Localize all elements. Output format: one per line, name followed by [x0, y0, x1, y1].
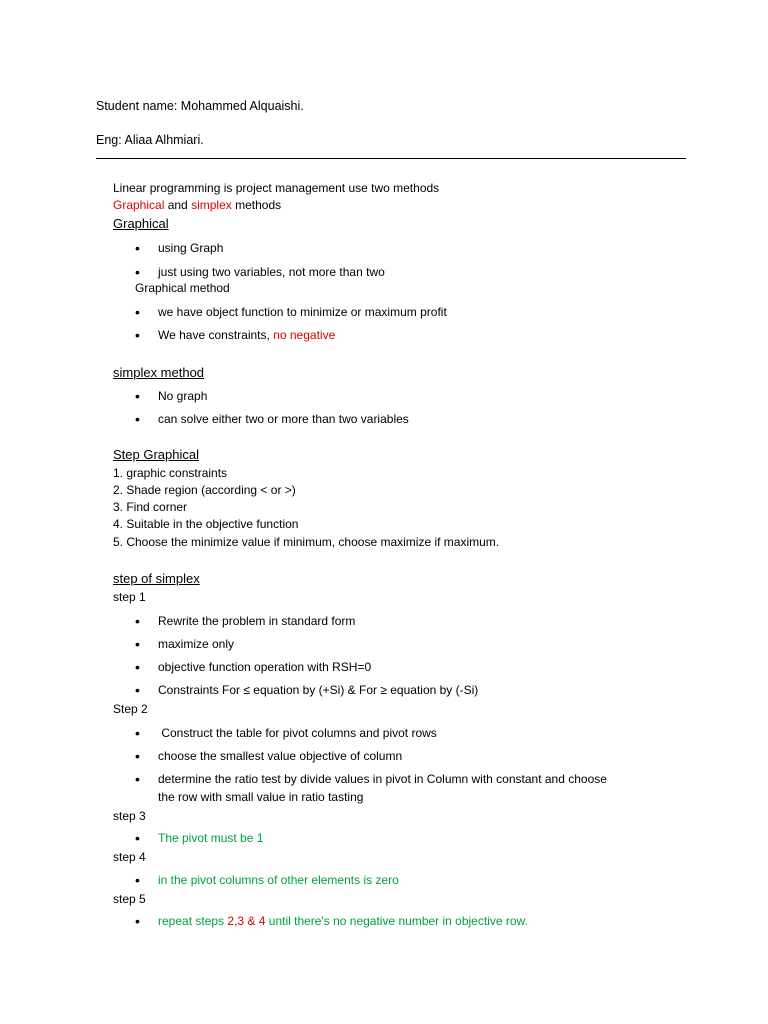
step-graphical-heading: Step Graphical	[113, 447, 199, 462]
bullet-icon: •	[135, 872, 140, 888]
bullet-icon: •	[135, 411, 140, 427]
step2-item-3-continuation: the row with small value in ratio tasting	[158, 790, 364, 804]
step5-label: step 5	[113, 892, 146, 906]
header-divider	[96, 158, 686, 159]
step2-label: Step 2	[113, 702, 148, 716]
bullet-icon: •	[135, 830, 140, 846]
intro-line: Linear programming is project management use two methods	[113, 181, 440, 195]
step-graphical-2: 2. Shade region (according < or >)	[113, 483, 296, 497]
step4-item: in the pivot columns of other elements is zero	[158, 873, 399, 887]
step4-label: step 4	[113, 850, 146, 864]
step5-suffix: until there's no negative number in objective row.	[268, 914, 528, 928]
step3-label: step 3	[113, 809, 146, 823]
graphical-item-2: just using two variables, not more than two	[158, 265, 385, 279]
graphical-heading: Graphical	[113, 216, 169, 231]
student-name: Student name: Mohammed Alquaishi.	[96, 99, 304, 113]
step1-item-2: maximize only	[158, 637, 235, 651]
step5-nums: 2,3 & 4	[227, 914, 266, 928]
step1-item-3: objective function operation with RSH=0	[158, 660, 372, 674]
bullet-icon: •	[135, 913, 140, 929]
constraints-prefix: We have constraints,	[158, 328, 270, 342]
step-graphical-5: 5. Choose the minimize value if minimum, choose maximize if maximum.	[113, 535, 500, 549]
graphical-item-1: using Graph	[158, 241, 224, 255]
step5-prefix: repeat steps	[158, 914, 225, 928]
bullet-icon: •	[135, 240, 140, 256]
step-simplex-heading: step of simplex	[113, 571, 200, 586]
bullet-icon: •	[135, 327, 140, 343]
step2-item-1: Construct the table for pivot columns and pivot rows	[158, 726, 437, 740]
constraints-highlight: no negative	[273, 328, 336, 342]
simplex-item-2: can solve either two or more than two variables	[158, 412, 409, 426]
step-graphical-3: 3. Find corner	[113, 500, 188, 514]
step3-item: The pivot must be 1	[158, 831, 264, 845]
bullet-icon: •	[135, 613, 140, 629]
engineer-name: Eng: Aliaa Alhmiari.	[96, 133, 204, 147]
graphical-constraints-item	[158, 328, 335, 342]
bullet-icon: •	[135, 682, 140, 698]
methods-word: methods	[235, 198, 282, 212]
step1-item-1: Rewrite the problem in standard form	[158, 614, 356, 628]
bullet-icon: •	[135, 264, 140, 280]
bullet-icon: •	[135, 659, 140, 675]
bullet-icon: •	[135, 304, 140, 320]
bullet-icon: •	[135, 725, 140, 741]
graphical-word: Graphical	[113, 198, 165, 212]
simplex-heading: simplex method	[113, 365, 205, 380]
step-graphical-4: 4. Suitable in the objective function	[113, 517, 299, 531]
bullet-icon: •	[135, 388, 140, 404]
bullet-icon: •	[135, 748, 140, 764]
step2-item-3: determine the ratio test by divide values in pivot in Column with constant and choose	[158, 772, 607, 786]
step-graphical-1: 1. graphic constraints	[113, 466, 228, 480]
bullet-icon: •	[135, 771, 140, 787]
and-word: and	[167, 198, 188, 212]
simplex-word: simplex	[191, 198, 232, 212]
intro-methods-line	[113, 198, 281, 212]
simplex-item-1: No graph	[158, 389, 208, 403]
graphical-item-3: we have object function to minimize or maximum profit	[158, 305, 447, 319]
step1-label: step 1	[113, 590, 146, 604]
step1-item-4: Constraints For ≤ equation by (+Si) & For ≥ equation by (-Si)	[158, 683, 479, 697]
graphical-method-label: Graphical method	[135, 281, 230, 295]
step2-item-2: choose the smallest value objective of column	[158, 749, 403, 763]
step5-item	[158, 914, 528, 928]
bullet-icon: •	[135, 636, 140, 652]
